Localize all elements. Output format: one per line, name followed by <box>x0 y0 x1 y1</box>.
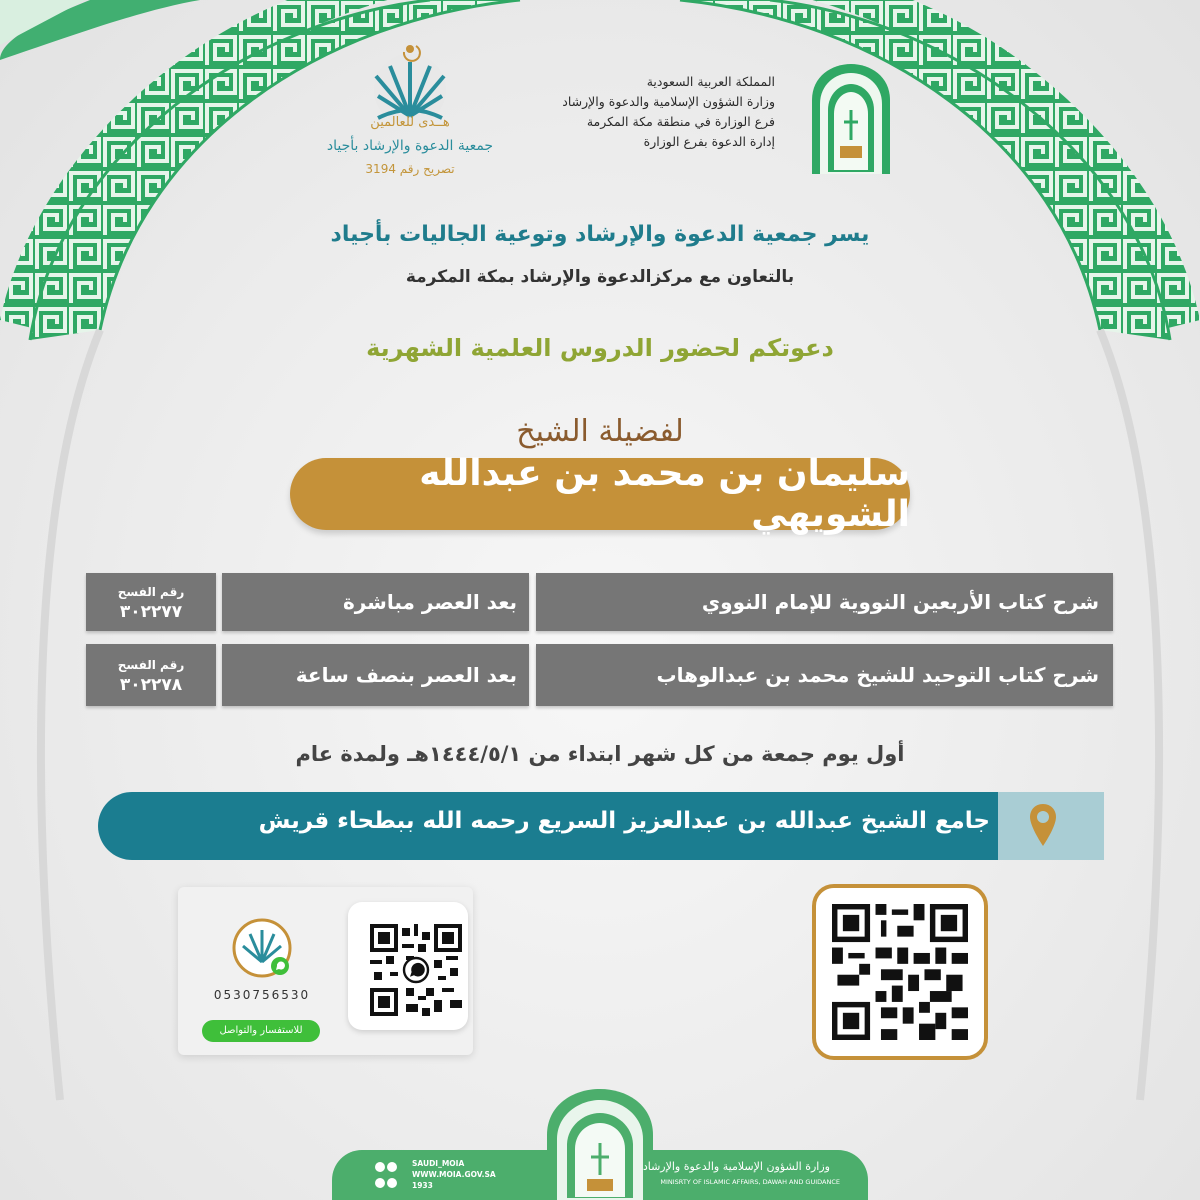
ministry-line: فرع الوزارة في منطقة مكة المكرمة <box>586 114 775 129</box>
schedule-note: أول يوم جمعة من كل شهر ابتداء من ١٤٤٤/٥/١هـ ولمدة عام <box>295 742 905 766</box>
ministry-line: وزارة الشؤون الإسلامية والدعوة والإرشاد <box>562 94 775 109</box>
lesson-book: شرح كتاب التوحيد للشيخ محمد بن عبدالوهاب <box>536 644 1113 706</box>
ministry-line: إدارة الدعوة بفرع الوزارة <box>643 134 775 149</box>
ministry-line: المملكة العربية السعودية <box>646 74 775 89</box>
announcement-line2: بالتعاون مع مركزالدعوة والإرشاد بمكة المكرمة <box>405 267 795 287</box>
whatsapp-qr-code-icon <box>370 924 462 1016</box>
association-name: جمعية الدعوة والإرشاد بأجياد <box>326 138 494 154</box>
location-qr-code-icon <box>832 904 968 1040</box>
location-text: جامع الشيخ عبدالله بن عبدالعزيز السريع رحمه الله ببطحاء قريش <box>258 808 990 834</box>
footer-ministry-ar: وزارة الشؤون الإسلامية والدعوة والإرشاد <box>642 1160 830 1173</box>
map-pin-icon <box>1028 802 1058 850</box>
lesson-book: شرح كتاب الأربعين النووية للإمام النووي <box>536 573 1113 631</box>
ministry-emblem-icon <box>808 60 894 176</box>
phone-shortcode: 1933 <box>412 1181 433 1190</box>
sheikh-name: سليمان بن محمد بن عبدالله الشويهي <box>290 458 910 530</box>
honorific-title: لفضيلة الشيخ <box>516 414 684 449</box>
lesson-time: بعد العصر بنصف ساعة <box>222 644 529 706</box>
footer-handles <box>412 1158 522 1191</box>
website-link[interactable]: WWW.MOIA.GOV.SA <box>412 1170 496 1179</box>
association-brand: هــدى للعالمين <box>370 115 450 130</box>
permit-number: ٣٠٢٢٧٨ <box>119 675 183 695</box>
association-avatar-icon <box>230 916 294 980</box>
permit-label: رقم الفسح <box>117 658 185 672</box>
footer-ministry-en: MINISRTY OF ISLAMIC AFFAIRS, DAWAH AND GUIDANCE <box>660 1178 840 1186</box>
permit-number: ٣٠٢٢٧٧ <box>119 602 183 622</box>
social-icons <box>372 1160 412 1192</box>
lesson-permit-box <box>86 573 216 631</box>
social-handle[interactable]: SAUDI_MOIA <box>412 1159 465 1168</box>
announcement-line3: دعوتكم لحضور الدروس العلمية الشهرية <box>366 334 834 362</box>
lesson-time: بعد العصر مباشرة <box>222 573 529 631</box>
association-permit: تصريح رقم 3194 <box>365 162 455 176</box>
phone-number[interactable]: 0530756530 <box>213 988 311 1002</box>
permit-label: رقم الفسح <box>117 585 185 599</box>
lesson-permit-box <box>86 644 216 706</box>
inquiry-button[interactable]: للاستفسار والتواصل <box>202 1020 320 1042</box>
announcement-line1: يسر جمعية الدعوة والإرشاد وتوعية الجاليات بأجياد <box>330 222 870 247</box>
